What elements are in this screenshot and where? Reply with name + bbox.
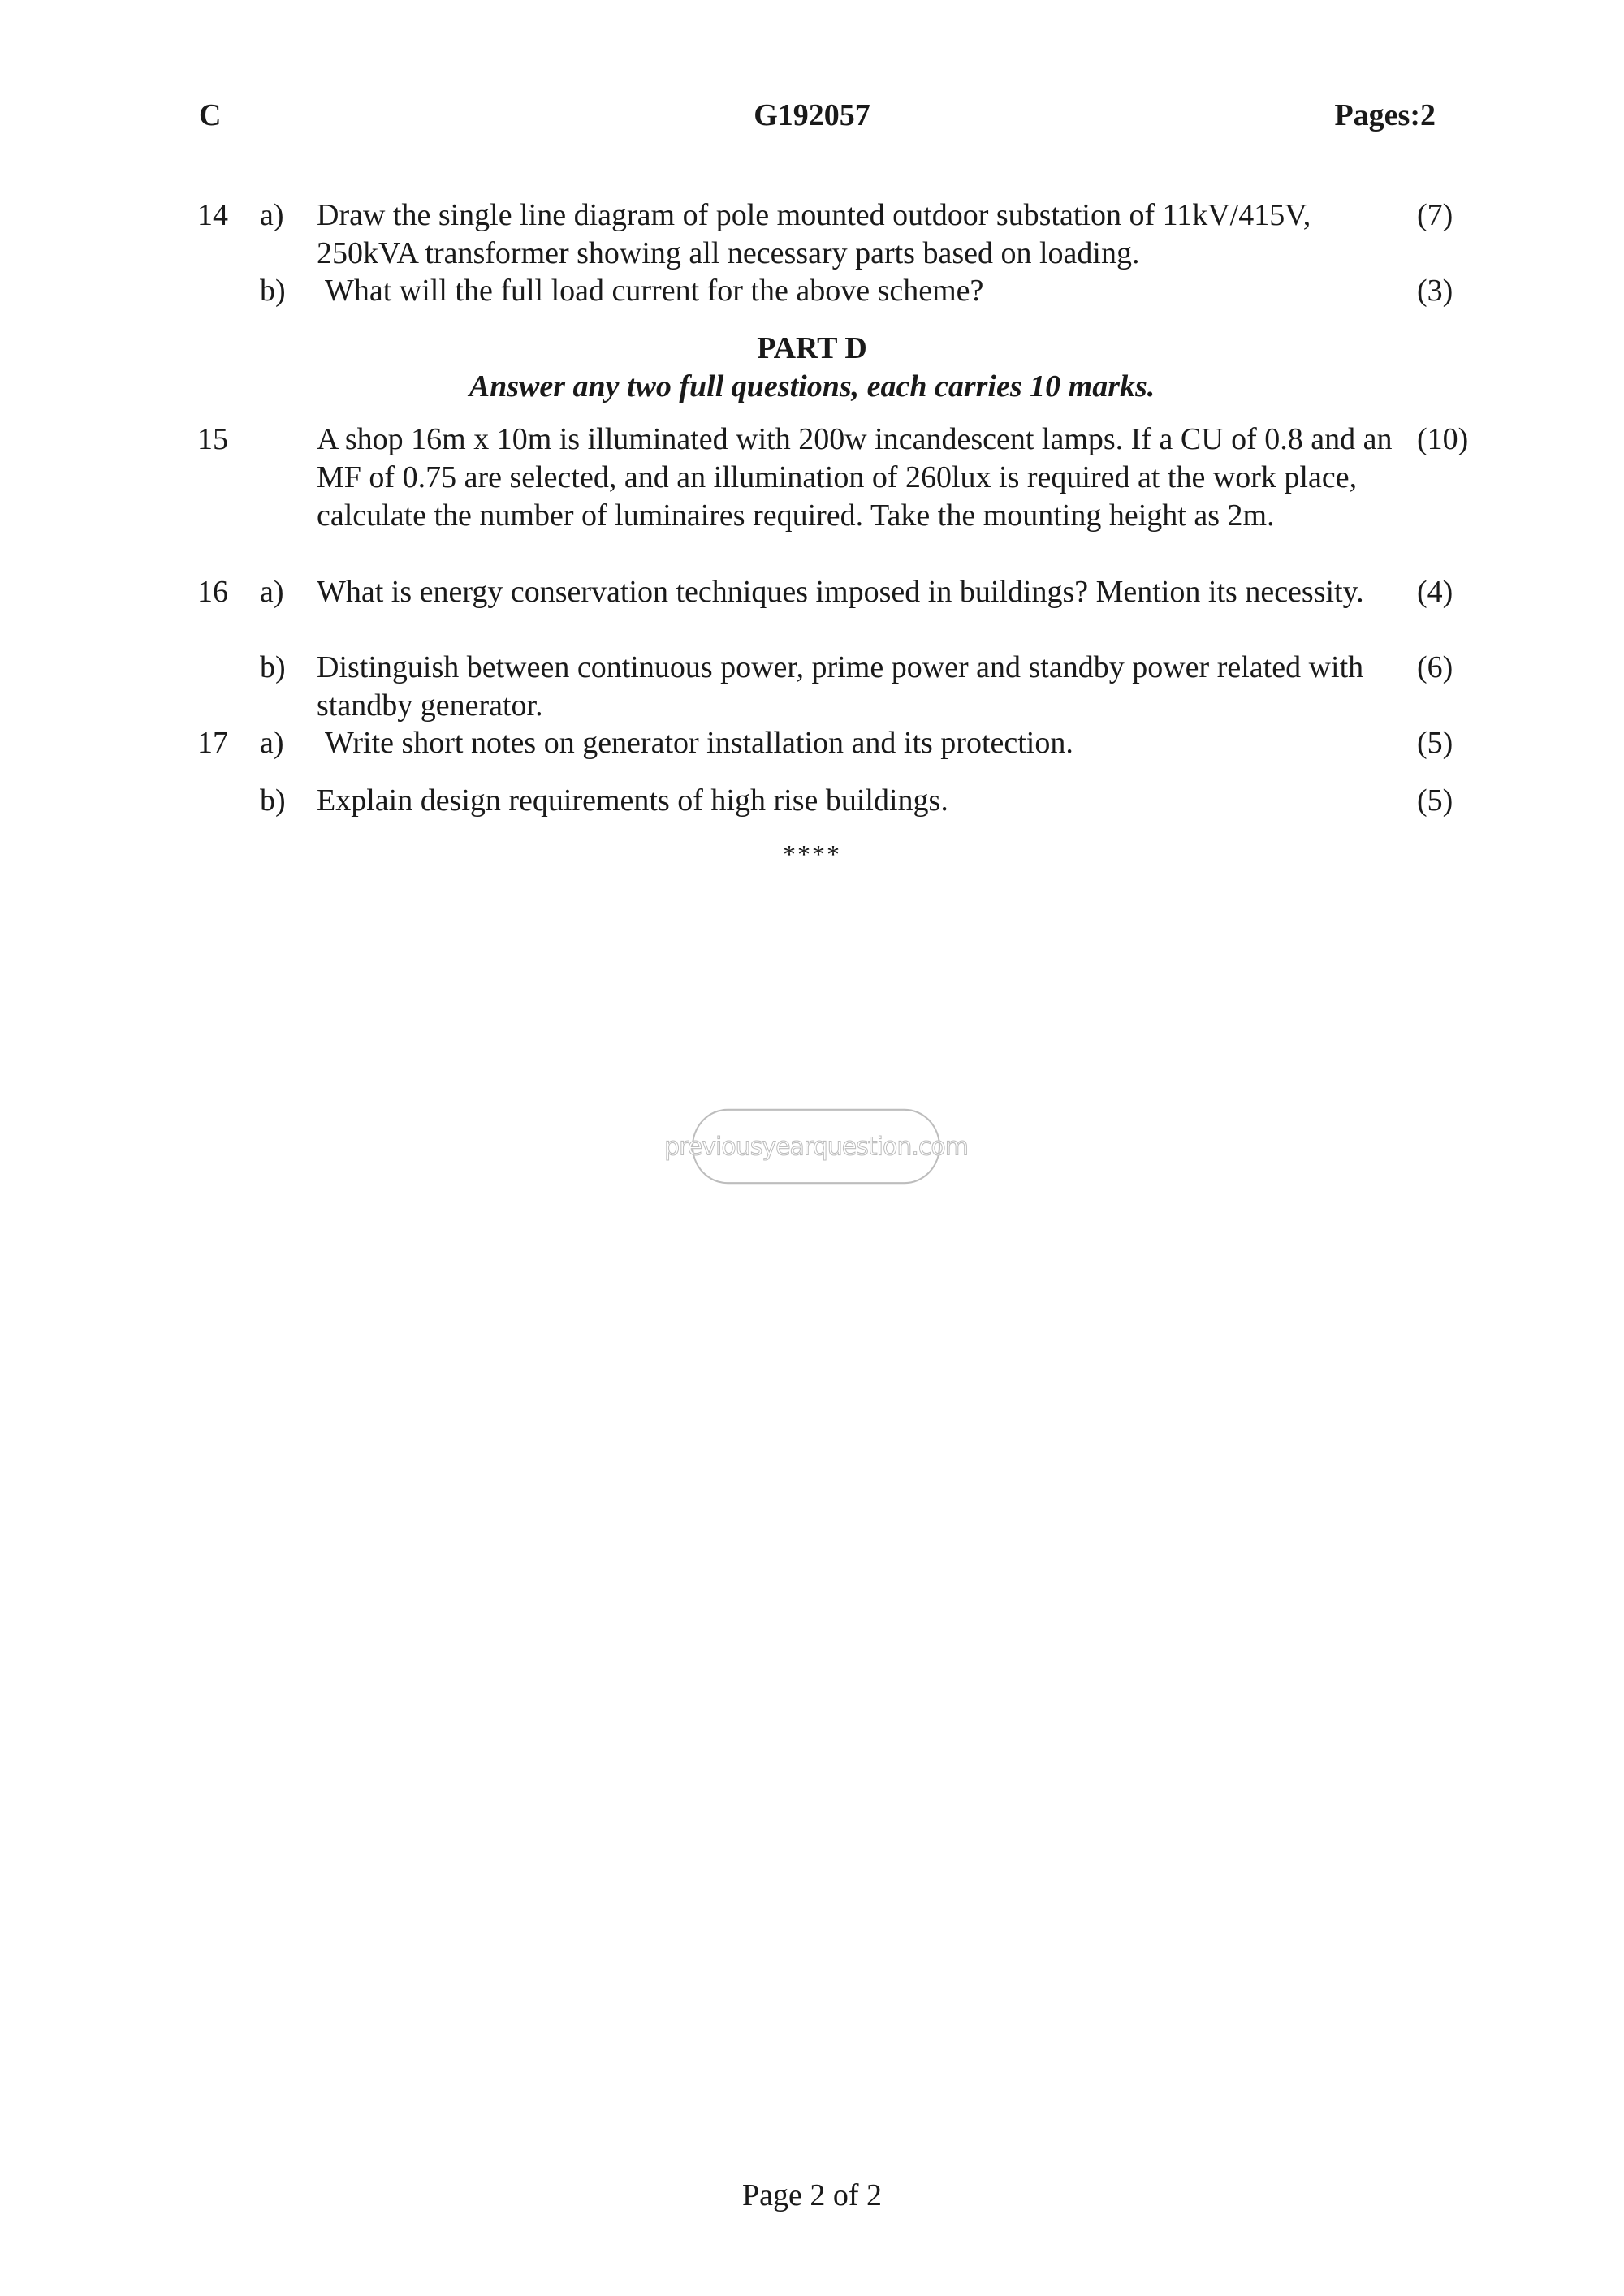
question-text: Draw the single line diagram of pole mounted outdoor substation of 11kV/415V, 250kVA transformer showing all necessary parts based on loading. [317,198,1311,270]
question-marks: (5) [1417,783,1453,818]
question-text: What will the full load current for the above scheme? [325,274,984,308]
paper-code: G192057 [754,98,870,132]
question-marks: (10) [1417,422,1469,456]
question-sub-label: a) [260,198,284,232]
question-sub-label: b) [260,274,286,308]
question-text: A shop 16m x 10m is illuminated with 200w incandescent lamps. If a CU of 0.8 and an MF of 0.75 are selected, and an illumination of 260lux is required at the work place, calculate the number of luminaires required. Take the mounting height as 2m. [317,422,1393,533]
part-d-instruction: Answer any two full questions, each carries 10 marks. [469,369,1155,404]
part-d-title: PART D [757,331,867,365]
question-sub-label: a) [260,575,284,609]
series-code: C [199,98,222,132]
question-sub-label: b) [260,783,286,818]
question-text: Write short notes on generator installation and its protection. [325,726,1073,760]
question-marks: (7) [1417,198,1453,232]
question-marks: (6) [1417,650,1453,684]
page-count: Pages:2 [1334,98,1436,132]
question-sub-label: a) [260,726,284,760]
question-marks: (5) [1417,726,1453,760]
question-text: What is energy conservation techniques imposed in buildings? Mention its necessity. [317,575,1364,609]
question-number: 16 [197,575,228,609]
watermark-logo [664,1109,968,1184]
question-sub-label: b) [260,650,286,684]
page-footer: Page 2 of 2 [741,2178,883,2212]
question-number: 14 [197,198,228,232]
end-marker: **** [783,839,841,869]
question-text: Distinguish between continuous power, prime power and standby power related with standby generator. [317,650,1364,723]
question-number: 17 [197,726,228,760]
question-marks: (4) [1417,575,1453,609]
question-number: 15 [197,422,228,456]
watermark-text: previousyearquestion.com [664,1131,968,1162]
question-marks: (3) [1417,274,1453,308]
question-text: Explain design requirements of high rise buildings. [317,783,948,818]
